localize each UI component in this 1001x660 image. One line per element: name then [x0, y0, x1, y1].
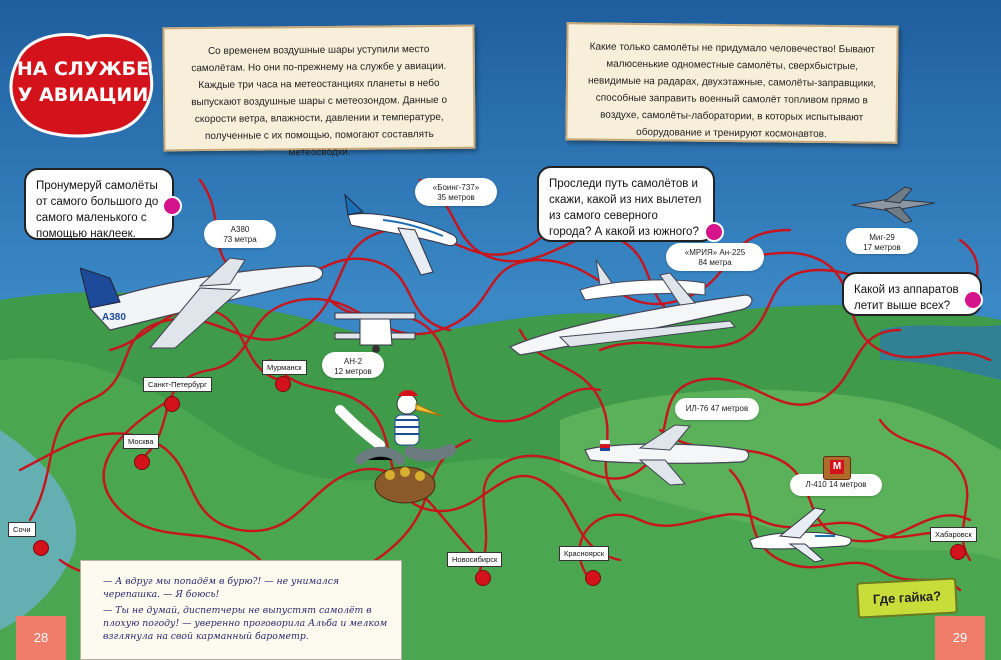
question-path-text: Проследи путь самолётов и скажи, какой из них вылетел из самого северного города? А какой из южного?	[549, 178, 702, 238]
city-label-moscow: Москва	[123, 434, 159, 449]
page-title	[8, 56, 158, 108]
mig-29-plane-icon	[850, 185, 940, 225]
a380-plane-icon	[80, 238, 330, 358]
city-label-khabarovsk: Хабаровск	[930, 527, 977, 542]
label-a380-length: 73 метра	[223, 235, 257, 244]
city-pin-icon[interactable]	[164, 396, 180, 412]
info-scroll-right	[565, 22, 898, 143]
question-bubble-number	[24, 168, 174, 240]
label-a380	[204, 220, 276, 248]
question-number-text: Пронумеруй самолёты от самого большого до самого маленького с помощью наклеек.	[36, 180, 159, 240]
label-mig-length: 17 метров	[863, 243, 901, 252]
pelican-character-icon	[330, 390, 460, 510]
label-boeing-length: 35 метров	[437, 193, 475, 202]
label-an2-length: 12 метров	[334, 367, 372, 376]
label-boeing-name: «Боинг-737»	[432, 183, 480, 192]
sticker-dot-icon	[162, 196, 182, 216]
il-76-plane-icon	[580, 420, 755, 490]
question-higher-text: Какой из аппаратов летит выше всех?	[854, 284, 959, 312]
svg-text:A380: A380	[102, 312, 126, 323]
page-number-right: 29	[935, 616, 985, 660]
city-pin-icon[interactable]	[134, 454, 150, 470]
note-line-2: — Ты не думай, диспетчеры не выпустят самолёт в плохую погоду! — уверенно проговорила Альба и мелком взглянула на свой карманный барометр.	[103, 605, 388, 642]
info-text-right: Какие только самолёты не придумало человечество! Бывают малюсенькие одноместные самолёты, сверхбыстрые, невидимые на радарах, двухэтажные, самолёты-заправщики, способные заправить военный самолёт топливом прямо в воздухе, самолёты-лаборатории, в которых испытывают оборудование и тренируют космонавтов.	[587, 41, 877, 140]
label-mig-name: Миг-29	[869, 233, 895, 242]
question-bubble-higher	[842, 272, 982, 316]
title-line-2: У АВИАЦИИ	[17, 84, 149, 106]
label-an2	[322, 352, 384, 378]
city-label-murmansk: Мурманск	[262, 360, 307, 375]
title-badge	[8, 30, 158, 140]
crate-icon: M	[823, 456, 851, 480]
city-pin-icon[interactable]	[33, 540, 49, 556]
info-text-left: Со временем воздушные шары уступили место самолётам. Но они по-прежнему на службе у авиации. Каждые три часа на метеостанциях планеты в небо выпускают воздушные шары с метеозондом. Данные о скорости ветра, влажности, давлении и температуре, полученные с их помощью, помогают составлять метеосводки.	[191, 44, 448, 159]
title-line-1: НА СЛУЖБЕ	[16, 58, 150, 80]
label-boeing	[415, 178, 497, 206]
label-mriya	[666, 243, 764, 271]
label-mriya-name: «МРИЯ» Ан-225	[684, 248, 746, 257]
mriya-an225-plane-icon	[500, 255, 760, 365]
label-l410-name: Л-410 14 метров	[805, 480, 867, 489]
label-mriya-length: 84 метра	[698, 258, 732, 267]
label-il76	[675, 398, 759, 420]
city-label-novosibirsk: Новосибирск	[447, 552, 502, 567]
city-label-spb: Санкт-Петербург	[143, 377, 212, 392]
city-pin-icon[interactable]	[475, 570, 491, 586]
where-nut-badge: Где гайка?	[856, 577, 958, 618]
an-2-plane-icon	[330, 305, 420, 355]
label-an2-name: АН-2	[343, 357, 363, 366]
city-label-sochi: Сочи	[8, 522, 36, 537]
question-bubble-path	[537, 166, 715, 242]
city-pin-icon[interactable]	[585, 570, 601, 586]
city-pin-icon[interactable]	[950, 544, 966, 560]
note-line-1: — А вдруг мы попадём в бурю?! — не унимался черепашка. — Я боюсь!	[103, 576, 340, 600]
story-note	[80, 560, 402, 660]
city-label-krasnoyarsk: Красноярск	[559, 546, 609, 561]
sticker-dot-icon	[963, 290, 983, 310]
page-number-left: 28	[16, 616, 66, 660]
label-mig	[846, 228, 918, 254]
label-il76-name: ИЛ-76 47 метров	[685, 404, 749, 413]
l-410-plane-icon	[745, 500, 855, 565]
info-scroll-left	[162, 25, 475, 159]
label-a380-name: А380	[230, 225, 250, 234]
city-pin-icon[interactable]	[275, 376, 291, 392]
sticker-dot-icon	[704, 222, 724, 242]
